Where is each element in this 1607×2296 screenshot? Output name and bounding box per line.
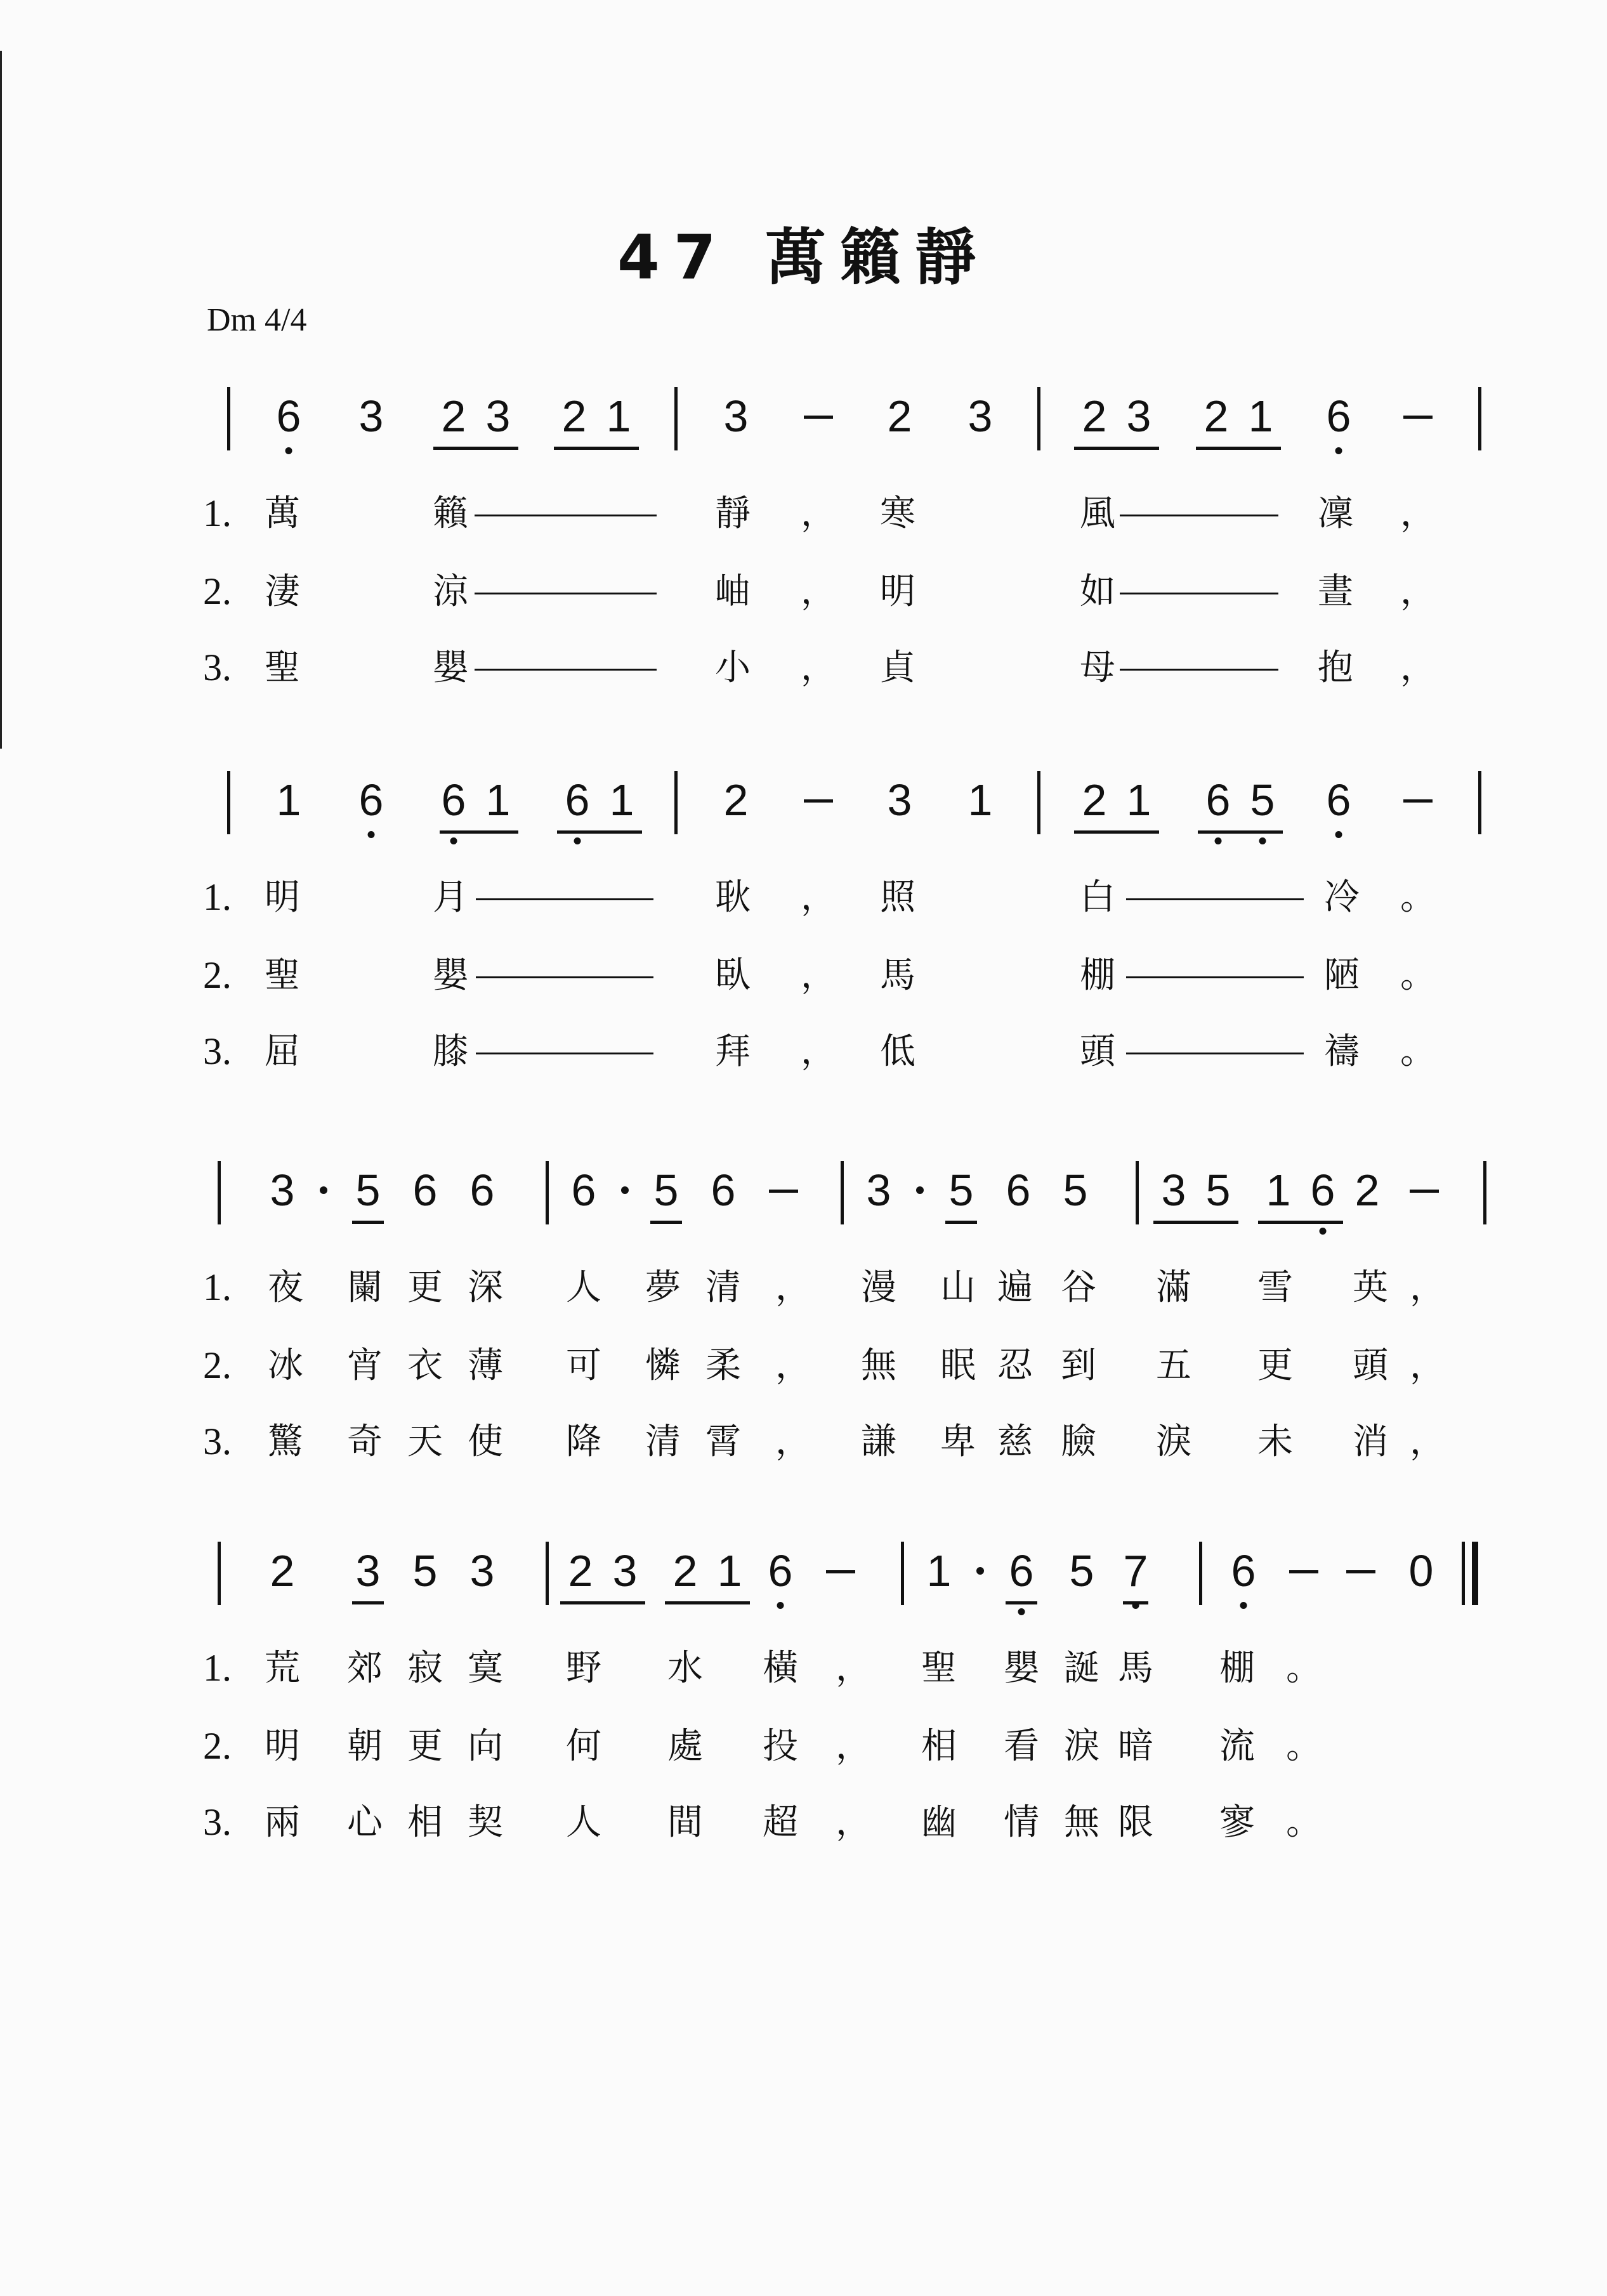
lyric-syllable: ， — [1400, 571, 1436, 612]
note: 3 — [887, 775, 912, 825]
lyric-syllable: 白 — [1080, 877, 1115, 918]
note: 7 — [1123, 1546, 1148, 1596]
barline — [1037, 771, 1040, 834]
lyric-line-verse-3 — [0, 1030, 1607, 1080]
lyric-syllable: 卑 — [940, 1421, 976, 1462]
lyric-line-verse-3 — [0, 646, 1607, 697]
melisma-extender-line — [1126, 976, 1304, 978]
lyric-syllable: 嬰 — [1004, 1648, 1039, 1689]
augmentation-dot — [916, 1186, 924, 1194]
augmentation-dot — [621, 1186, 629, 1194]
lyric-syllable: 未 — [1257, 1421, 1293, 1462]
lyric-syllable: ， — [1400, 647, 1436, 688]
lyric-syllable: 可 — [566, 1345, 601, 1386]
lyric-syllable: 使 — [468, 1421, 503, 1462]
melisma-extender-line — [475, 669, 657, 671]
lyric-syllable: 棚 — [1080, 955, 1115, 996]
melisma-extender-line — [1126, 898, 1304, 900]
note: 2 — [1082, 775, 1107, 825]
barline — [546, 1542, 549, 1605]
lyric-line-verse-3 — [0, 1420, 1607, 1471]
lyric-syllable: 清 — [705, 1267, 741, 1308]
note: 6 — [1310, 1165, 1335, 1215]
lyric-syllable: 遍 — [997, 1267, 1033, 1308]
notation-line — [0, 1542, 1607, 1662]
lyric-syllable: 超 — [763, 1802, 798, 1843]
lyric-syllable: ， — [801, 877, 836, 918]
lyric-syllable: 萬 — [265, 493, 300, 534]
lyric-syllable: 間 — [667, 1802, 703, 1843]
lyric-syllable: 馬 — [880, 955, 915, 996]
melisma-extender-line — [1126, 1053, 1304, 1054]
barline — [1478, 771, 1481, 834]
melisma-extender-line — [476, 976, 653, 978]
lyric-syllable: 風 — [1080, 493, 1115, 534]
hold-dash — [1403, 799, 1433, 803]
note: 3 — [723, 391, 749, 441]
lyric-syllable: 淚 — [1064, 1726, 1099, 1767]
note: 2 — [1354, 1165, 1380, 1215]
melisma-extender-line — [1120, 669, 1278, 671]
lyric-syllable: 岫 — [715, 571, 751, 612]
lyric-syllable: 降 — [566, 1421, 601, 1462]
lyric-syllable: ， — [801, 571, 836, 612]
lyric-syllable: 谷 — [1061, 1267, 1096, 1308]
note: 2 — [723, 775, 749, 825]
lyric-syllable: 限 — [1118, 1802, 1153, 1843]
lyric-syllable: 。 — [1400, 955, 1436, 996]
lyric-syllable: 月 — [433, 877, 468, 918]
lyric-syllable: 何 — [566, 1726, 601, 1767]
lyric-syllable: 頭 — [1353, 1345, 1388, 1386]
lyric-syllable: 幽 — [921, 1802, 957, 1843]
lyric-syllable: 柔 — [705, 1345, 741, 1386]
note: 6 — [711, 1165, 736, 1215]
underline-beam — [352, 1601, 384, 1604]
note: 1 — [1126, 775, 1151, 825]
note: 5 — [355, 1165, 381, 1215]
underline-beam — [665, 1601, 750, 1604]
lyric-syllable: 母 — [1080, 647, 1115, 688]
note: 2 — [270, 1546, 295, 1596]
note: 3 — [866, 1165, 891, 1215]
lyric-syllable: 相 — [407, 1802, 443, 1843]
lyric-syllable: 宵 — [347, 1345, 383, 1386]
verse-number: 2. — [203, 1344, 232, 1386]
lyric-syllable: ， — [775, 1421, 811, 1462]
lyric-syllable: 晝 — [1318, 571, 1353, 612]
lyric-syllable: ， — [1400, 493, 1436, 534]
lyric-syllable: 寞 — [468, 1648, 503, 1689]
note: 2 — [1082, 391, 1107, 441]
note: 3 — [967, 391, 993, 441]
lyric-syllable: 兩 — [265, 1802, 300, 1843]
lyric-syllable: 明 — [265, 1726, 300, 1767]
hold-dash — [826, 1570, 855, 1573]
lyric-syllable: 寂 — [407, 1648, 443, 1689]
note: 6 — [1326, 391, 1351, 441]
barline — [1136, 1161, 1139, 1224]
lyric-syllable: 心 — [347, 1802, 383, 1843]
barline — [227, 771, 230, 834]
note: 3 — [1126, 391, 1151, 441]
lyric-syllable: 闌 — [347, 1267, 383, 1308]
lyric-syllable: 陋 — [1324, 955, 1360, 996]
lyric-syllable: 山 — [940, 1267, 976, 1308]
note: 6 — [565, 775, 590, 825]
lyric-syllable: 相 — [921, 1726, 957, 1767]
note: 6 — [469, 1165, 495, 1215]
lyric-syllable: 。 — [1400, 877, 1436, 918]
lyric-syllable: 涼 — [433, 571, 468, 612]
lyric-syllable: 嬰 — [433, 647, 468, 688]
lyric-syllable: ， — [801, 1031, 836, 1072]
verse-number: 1. — [203, 876, 232, 918]
lyric-syllable: 到 — [1061, 1345, 1096, 1386]
lyric-syllable: 凜 — [1318, 493, 1353, 534]
lyric-syllable: 明 — [265, 877, 300, 918]
notation-line — [0, 1161, 1607, 1282]
note: 6 — [1231, 1546, 1256, 1596]
underline-beam — [554, 447, 639, 450]
lyric-syllable: 荒 — [265, 1648, 300, 1689]
note: 5 — [948, 1165, 974, 1215]
note: 6 — [441, 775, 466, 825]
lyric-syllable: 籟 — [433, 493, 468, 534]
lyric-syllable: 照 — [880, 877, 915, 918]
note: 6 — [276, 391, 301, 441]
note: 1 — [967, 775, 993, 825]
barline — [674, 387, 678, 450]
note: 6 — [1006, 1165, 1031, 1215]
lyric-syllable: ， — [801, 647, 836, 688]
hold-dash — [1289, 1570, 1318, 1573]
page-title: 47 萬籟靜 — [617, 222, 990, 293]
note: 3 — [270, 1165, 295, 1215]
lyric-syllable: 滿 — [1156, 1267, 1191, 1308]
melisma-extender-line — [1120, 593, 1278, 594]
lyric-syllable: 忍 — [997, 1345, 1033, 1386]
note: 2 — [561, 391, 587, 441]
underline-beam — [1153, 1221, 1238, 1224]
note: 5 — [653, 1165, 679, 1215]
note: 1 — [717, 1546, 742, 1596]
lyric-syllable: 寒 — [880, 493, 915, 534]
note: 3 — [358, 391, 384, 441]
note: 2 — [1204, 391, 1229, 441]
lyric-syllable: 夢 — [645, 1267, 681, 1308]
lyric-syllable: 淒 — [265, 571, 300, 612]
lyric-syllable: 天 — [407, 1421, 443, 1462]
lyric-syllable: 聖 — [921, 1648, 957, 1689]
lyric-syllable: ， — [836, 1726, 871, 1767]
underline-beam — [650, 1221, 682, 1224]
underline-beam — [1074, 447, 1159, 450]
note: 5 — [412, 1546, 438, 1596]
note: 1 — [606, 391, 631, 441]
underline-beam — [560, 1601, 645, 1604]
note: 6 — [768, 1546, 793, 1596]
lyric-syllable: ， — [775, 1267, 811, 1308]
lyric-syllable: 英 — [1353, 1267, 1388, 1308]
lyric-syllable: 無 — [861, 1345, 896, 1386]
lyric-syllable: 五 — [1156, 1345, 1191, 1386]
verse-number: 1. — [203, 1647, 232, 1689]
lyric-syllable: 如 — [1080, 571, 1115, 612]
underline-beam — [440, 830, 518, 834]
verse-number: 3. — [203, 1030, 232, 1072]
lyric-syllable: 。 — [1286, 1648, 1322, 1689]
note: 1 — [276, 775, 301, 825]
lyric-syllable: 暗 — [1118, 1726, 1153, 1767]
melisma-extender-line — [475, 593, 657, 594]
note: 3 — [355, 1546, 381, 1596]
melisma-extender-line — [476, 898, 653, 900]
lyric-syllable: ， — [801, 955, 836, 996]
underline-beam — [557, 830, 642, 834]
verse-number: 3. — [203, 1420, 232, 1462]
barline — [218, 1542, 221, 1605]
lyric-syllable: 野 — [566, 1648, 601, 1689]
lyric-syllable: 抱 — [1318, 647, 1353, 688]
melisma-extender-line — [475, 515, 657, 516]
underline-beam — [1006, 1601, 1037, 1604]
note: 1 — [1266, 1165, 1291, 1215]
underline-beam — [1074, 830, 1159, 834]
augmentation-dot — [320, 1186, 327, 1194]
lyric-syllable: 驚 — [268, 1421, 303, 1462]
lyric-syllable: 契 — [468, 1802, 503, 1843]
lyric-syllable: 清 — [645, 1421, 681, 1462]
note: 6 — [571, 1165, 596, 1215]
lyric-syllable: 謙 — [861, 1421, 896, 1462]
lyric-line-verse-1 — [0, 1646, 1607, 1697]
lyric-syllable: 深 — [468, 1267, 503, 1308]
lyric-syllable: 投 — [763, 1726, 798, 1767]
hold-dash — [804, 416, 833, 419]
lyric-syllable: 拜 — [715, 1031, 751, 1072]
lyric-syllable: 郊 — [347, 1648, 383, 1689]
lyric-syllable: ， — [1410, 1345, 1445, 1386]
note: 3 — [469, 1546, 495, 1596]
lyric-syllable: 向 — [468, 1726, 503, 1767]
hold-dash — [1403, 416, 1433, 419]
lyric-syllable: 流 — [1219, 1726, 1255, 1767]
lyric-syllable: ， — [836, 1648, 871, 1689]
underline-beam — [945, 1221, 977, 1224]
lyric-line-verse-1 — [0, 492, 1607, 542]
lyric-syllable: 。 — [1400, 1031, 1436, 1072]
lyric-syllable: 寥 — [1219, 1802, 1255, 1843]
note: 0 — [1408, 1546, 1434, 1596]
hold-dash — [804, 799, 833, 803]
note: 3 — [612, 1546, 638, 1596]
barline — [227, 387, 230, 450]
lyric-syllable: 聖 — [265, 647, 300, 688]
lyric-line-verse-1 — [0, 1266, 1607, 1316]
note: 6 — [412, 1165, 438, 1215]
lyric-syllable: 消 — [1353, 1421, 1388, 1462]
underline-beam — [433, 447, 518, 450]
lyric-syllable: 誕 — [1064, 1648, 1099, 1689]
verse-number: 2. — [203, 954, 232, 996]
lyric-syllable: 冷 — [1324, 877, 1360, 918]
lyric-syllable: 棚 — [1219, 1648, 1255, 1689]
lyric-syllable: 嬰 — [433, 955, 468, 996]
lyric-syllable: 低 — [880, 1031, 915, 1072]
note: 3 — [485, 391, 511, 441]
lyric-syllable: 憐 — [645, 1345, 681, 1386]
underline-beam — [1198, 830, 1283, 834]
lyric-line-verse-1 — [0, 876, 1607, 926]
barline — [1483, 1161, 1486, 1224]
lyric-syllable: 頭 — [1080, 1031, 1115, 1072]
lyric-line-verse-2 — [0, 1344, 1607, 1394]
hold-dash — [1410, 1190, 1439, 1193]
note: 5 — [1205, 1165, 1231, 1215]
barline — [546, 1161, 549, 1224]
barline — [841, 1161, 844, 1224]
lyric-syllable: 無 — [1064, 1802, 1099, 1843]
lyric-syllable: ， — [836, 1802, 871, 1843]
lyric-syllable: 冰 — [268, 1345, 303, 1386]
hold-dash — [1346, 1570, 1375, 1573]
lyric-syllable: 膝 — [433, 1031, 468, 1072]
lyric-syllable: 薄 — [468, 1345, 503, 1386]
lyric-syllable: 臉 — [1061, 1421, 1096, 1462]
lyric-syllable: 耿 — [715, 877, 751, 918]
barline — [901, 1542, 904, 1605]
barline — [1478, 387, 1481, 450]
lyric-syllable: 人 — [566, 1267, 601, 1308]
key-signature: Dm 4/4 — [207, 302, 307, 338]
note: 5 — [1063, 1165, 1088, 1215]
verse-number: 1. — [203, 492, 232, 534]
lyric-syllable: 橫 — [763, 1648, 798, 1689]
lyric-syllable: 看 — [1004, 1726, 1039, 1767]
final-barline-thin — [1462, 1542, 1465, 1605]
note: 5 — [1069, 1546, 1094, 1596]
lyric-line-verse-2 — [0, 954, 1607, 1004]
lyric-syllable: 淚 — [1156, 1421, 1191, 1462]
note: 6 — [358, 775, 384, 825]
note: 1 — [926, 1546, 952, 1596]
lyric-syllable: 衣 — [407, 1345, 443, 1386]
final-barline — [1472, 1542, 1478, 1605]
lyric-syllable: 更 — [407, 1267, 443, 1308]
underline-beam — [1196, 447, 1281, 450]
melisma-extender-line — [1120, 515, 1278, 516]
underline-beam — [1123, 1601, 1148, 1604]
lyric-syllable: 小 — [715, 647, 751, 688]
augmentation-dot — [976, 1567, 984, 1575]
notation-line — [0, 771, 1607, 891]
lyric-syllable: 夜 — [268, 1267, 303, 1308]
lyric-syllable: 馬 — [1118, 1648, 1153, 1689]
lyric-syllable: 情 — [1004, 1802, 1039, 1843]
barline — [674, 771, 678, 834]
lyric-syllable: 朝 — [347, 1726, 383, 1767]
lyric-syllable: 靜 — [715, 493, 751, 534]
lyric-syllable: 臥 — [715, 955, 751, 996]
lyric-syllable: ， — [775, 1345, 811, 1386]
verse-number: 2. — [203, 1725, 232, 1767]
underline-beam — [1258, 1221, 1343, 1224]
lyric-syllable: 雪 — [1257, 1267, 1293, 1308]
lyric-syllable: 更 — [1257, 1345, 1293, 1386]
lyric-syllable: ， — [1410, 1267, 1445, 1308]
note: 1 — [609, 775, 634, 825]
note: 3 — [1161, 1165, 1186, 1215]
note: 6 — [1009, 1546, 1034, 1596]
note: 6 — [1205, 775, 1231, 825]
lyric-syllable: 水 — [667, 1648, 703, 1689]
note: 2 — [568, 1546, 593, 1596]
lyric-syllable: ， — [801, 493, 836, 534]
hold-dash — [769, 1190, 798, 1193]
verse-number: 3. — [203, 646, 232, 688]
verse-number: 2. — [203, 570, 232, 612]
lyric-syllable: 更 — [407, 1726, 443, 1767]
underline-beam — [352, 1221, 384, 1224]
lyric-syllable: 處 — [667, 1726, 703, 1767]
note: 6 — [1326, 775, 1351, 825]
lyric-syllable: 漫 — [861, 1267, 896, 1308]
lyric-syllable: 屈 — [265, 1031, 300, 1072]
lyric-syllable: 。 — [1286, 1726, 1322, 1767]
lyric-syllable: 。 — [1286, 1802, 1322, 1843]
barline — [1037, 387, 1040, 450]
note: 1 — [1248, 391, 1273, 441]
barline — [1199, 1542, 1202, 1605]
notation-line — [0, 387, 1607, 508]
lyric-syllable: 聖 — [265, 955, 300, 996]
lyric-line-verse-3 — [0, 1801, 1607, 1851]
verse-number: 1. — [203, 1266, 232, 1308]
note: 2 — [887, 391, 912, 441]
lyric-syllable: ， — [1410, 1421, 1445, 1462]
lyric-syllable: 人 — [566, 1802, 601, 1843]
lyric-syllable: 貞 — [880, 647, 915, 688]
melisma-extender-line — [476, 1053, 653, 1054]
note: 2 — [672, 1546, 698, 1596]
note: 1 — [485, 775, 511, 825]
lyric-syllable: 慈 — [997, 1421, 1033, 1462]
lyric-syllable: 霄 — [705, 1421, 741, 1462]
note: 2 — [441, 391, 466, 441]
lyric-line-verse-2 — [0, 570, 1607, 620]
verse-number: 3. — [203, 1801, 232, 1843]
lyric-syllable: 明 — [880, 571, 915, 612]
note: 5 — [1250, 775, 1275, 825]
lyric-syllable: 奇 — [347, 1421, 383, 1462]
lyric-line-verse-2 — [0, 1724, 1607, 1775]
barline — [218, 1161, 221, 1224]
lyric-syllable: 禱 — [1324, 1031, 1360, 1072]
lyric-syllable: 眠 — [940, 1345, 976, 1386]
